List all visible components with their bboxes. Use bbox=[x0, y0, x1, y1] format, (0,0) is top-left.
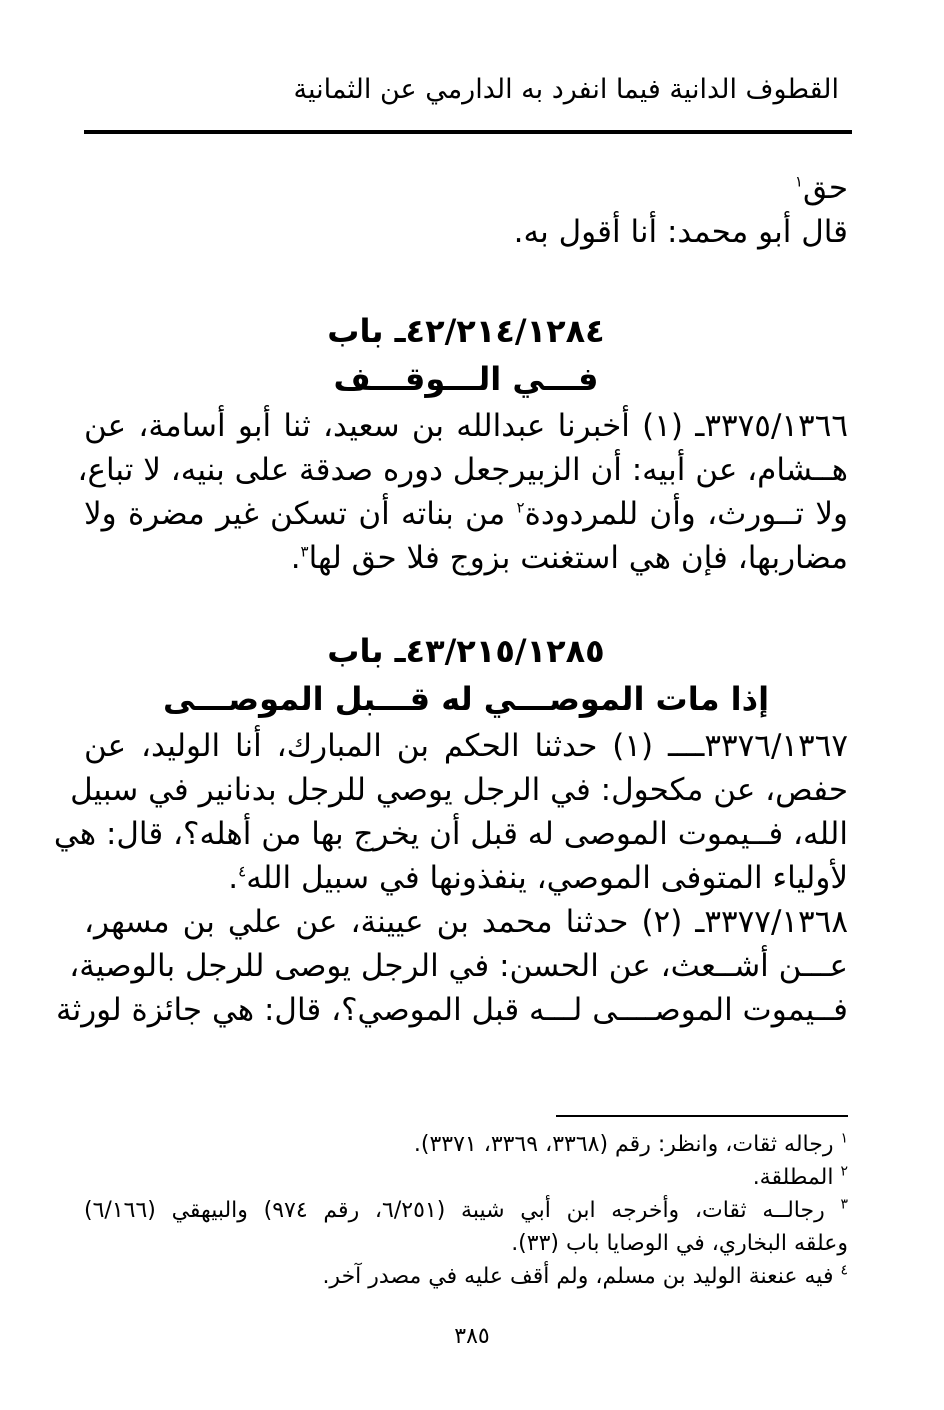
chapter-43-number: ٤٣/٢١٥/١٢٨٥ـ باب bbox=[327, 632, 605, 670]
footnote-ref-1: ١ bbox=[794, 172, 803, 191]
footnote-ref-4: ٤ bbox=[238, 862, 247, 881]
footnote-3-continued: وعلقه البخاري، في الوصايا باب (٣٣). bbox=[511, 1231, 848, 1256]
header-rule bbox=[84, 130, 852, 134]
continuation-block bbox=[84, 166, 848, 254]
chapter-43-title: إذا مات الموصـــي له قـــبل الموصـــى bbox=[162, 680, 770, 718]
hadith-3375-line-3: ولا تــورث، وأن للمردودة$^٢$ من بناته أن تسكن غير مضرة ولا bbox=[84, 496, 848, 532]
footnote-4: $^٤$ فيه عنعنة الوليد بن مسلم، ولم أقف عليه في مصدر آخر. bbox=[322, 1262, 848, 1289]
hadith-3375-line-1: ٣٣٧٥/١٣٦٦ـ (١) أخبرنا عبدالله بن سعيد، ثنا أبو أسامة، عن bbox=[84, 408, 848, 444]
hadith-3376-line-4: لأولياء المتوفى الموصي، ينفذونها في سبيل الله$^٤$. bbox=[228, 860, 848, 896]
hadith-3376-line-1: ٣٣٧٦/١٣٦٧ــــ (١) حدثنا الحكم بن المبارك، أنا الوليد، عن bbox=[84, 728, 849, 764]
continuation-line-2: قال أبو محمد: أنا أقول به. bbox=[513, 214, 848, 250]
chapter-42-title: فـــي الـــوقـــف bbox=[333, 360, 599, 398]
footnotes bbox=[84, 1128, 848, 1293]
continuation-line-1: حق$^١$ bbox=[794, 170, 848, 206]
hadith-3376-line-3: الله، فــيموت الموصى له قبل أن يخرج بها من أهله؟، قال: هي bbox=[53, 816, 848, 852]
hadith-3377-line-1: ٣٣٧٧/١٣٦٨ـ (٢) حدثنا محمد بن عيينة، عن علي بن مسهر، bbox=[84, 904, 849, 940]
chapter-42-number: ٤٢/٢١٤/١٢٨٤ـ باب bbox=[327, 312, 605, 350]
footnote-2: $^٢$ المطلقة. bbox=[752, 1163, 848, 1190]
hadith-3377-line-3: فــيموت الموصــــى لـــه قبل الموصي؟، قال: هي جائزة لورثة bbox=[55, 992, 848, 1028]
footnote-3: $^٣$ رجالــه ثقات، وأخرجه ابن أبي شيبة (٦/٢٥١، رقم ٩٧٤) والبيهقي (٦/١٦٦) bbox=[84, 1196, 848, 1223]
running-head: القطوف الدانية فيما انفرد به الدارمي عن الثمانية bbox=[293, 74, 839, 105]
hadith-3375-block bbox=[77, 404, 848, 580]
hadith-3375-line-2: هــشام، عن أبيه: أن الزبيرجعل دوره صدقة على بنيه، لا تباع، bbox=[77, 452, 848, 488]
footnote-1: $^١$ رجاله ثقات، وانظر: رقم (٣٣٦٨، ٣٣٦٩، ٣٣٧١). bbox=[413, 1130, 848, 1157]
hadith-3377-line-2: عـــن أشــعث، عن الحسن: في الرجل يوصى للرجل بالوصية، bbox=[69, 948, 848, 984]
page-number: ٣٨٥ bbox=[454, 1324, 490, 1349]
hadith-3375-line-4: مضاربها، فإن هي استغنت بزوج فلا حق لها$^٣$. bbox=[290, 540, 848, 576]
hadith-3377-block bbox=[55, 900, 849, 1032]
hadith-3376-line-2: حفص، عن مكحول: في الرجل يوصي للرجل بدنانير في سبيل bbox=[70, 772, 848, 808]
footnote-ref-3: ٣ bbox=[300, 542, 309, 561]
footnote-rule bbox=[556, 1115, 848, 1117]
footnote-ref-2: ٢ bbox=[516, 498, 525, 517]
hadith-3376-block bbox=[53, 724, 849, 900]
